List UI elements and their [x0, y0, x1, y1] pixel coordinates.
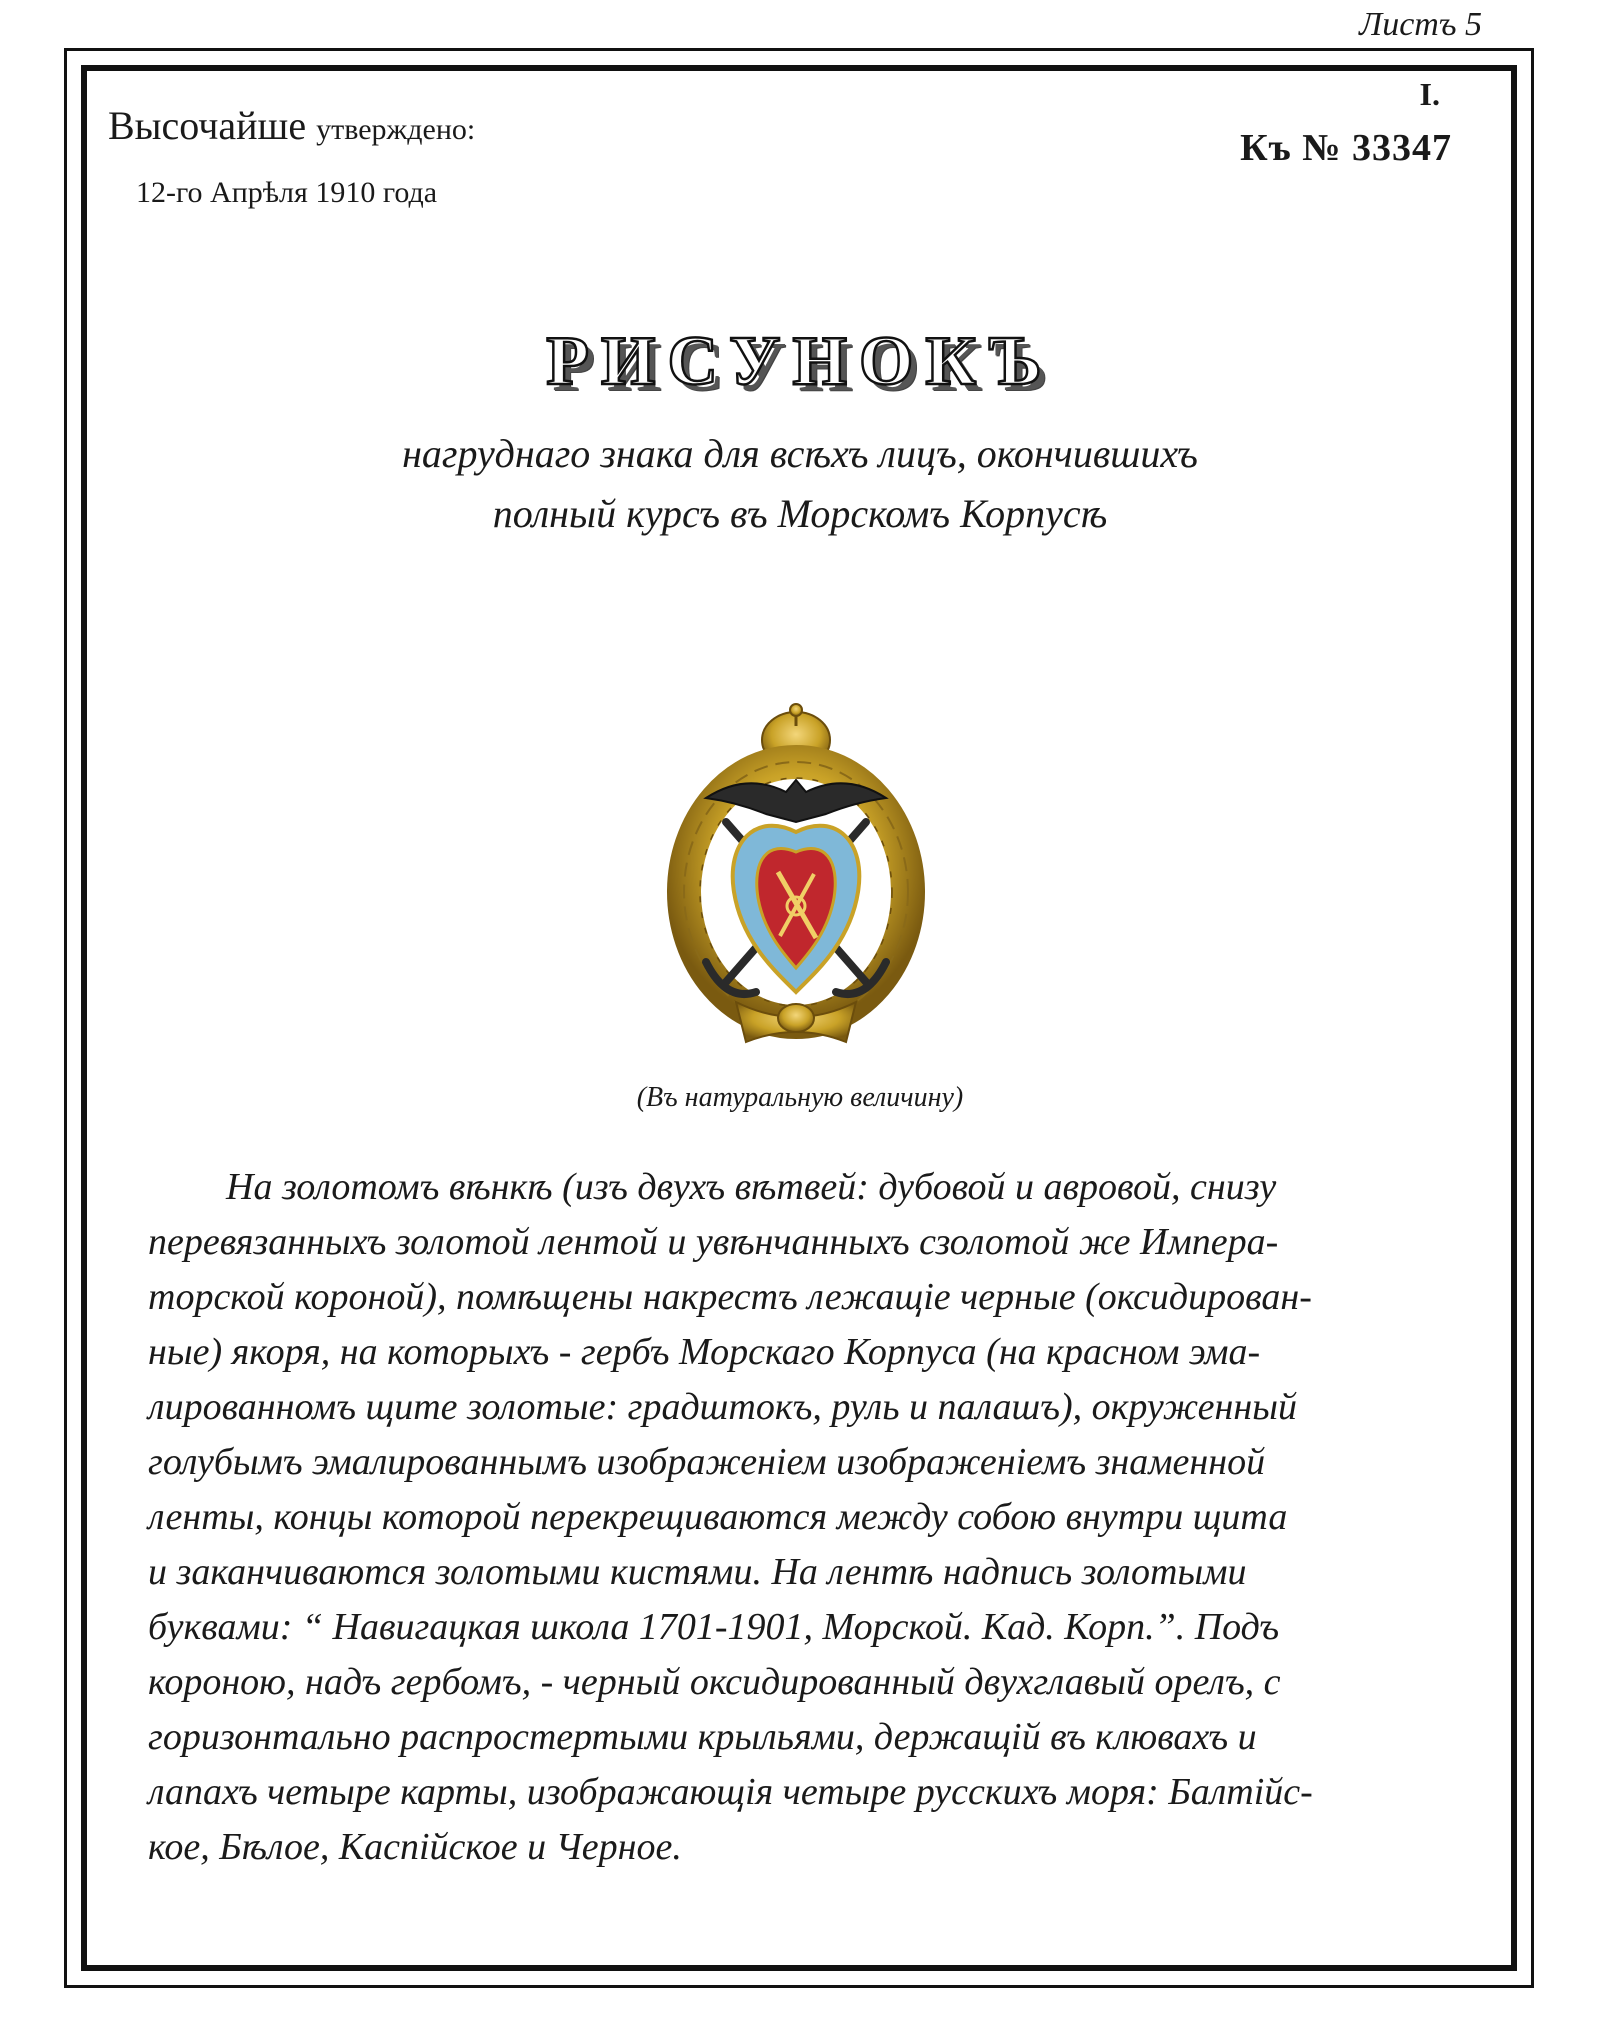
text-line: буквами: “ Навигацкая школа 1701-1901, Морской. Кад. Корп.”. Подъ: [148, 1606, 1280, 1648]
text-line: ные) якоря, на которыхъ - гербъ Морскаго Корпуса (на красном эма-: [148, 1331, 1261, 1373]
document-number: Къ № 33347: [1240, 127, 1452, 169]
subtitle: [0, 424, 1600, 544]
text-line: голубымъ эмалированнымъ изображеніем изображеніемъ знаменной: [148, 1441, 1266, 1483]
approval-line: [108, 102, 475, 149]
text-line: кое, Бѣлое, Каспійское и Черное.: [148, 1826, 682, 1868]
text-line: лированномъ щите золотые: градштокъ, руль и палашъ), окруженный: [148, 1386, 1297, 1428]
text-line: ленты, концы которой перекрещиваются между собою внутри щита: [148, 1496, 1288, 1538]
document-title: РИСУНОКЪ: [546, 323, 1054, 400]
roman-numeral: I.: [1419, 76, 1440, 112]
sheet-number: Листъ 5: [1359, 6, 1482, 43]
description-text: [148, 1160, 1448, 1875]
naval-corps-badge-icon: [666, 702, 926, 1052]
text-line: лапахъ четыре карты, изображающія четыре русскихъ моря: Балтійс-: [148, 1771, 1313, 1813]
text-line: короною, надъ гербомъ, - черный оксидированный двухглавый орелъ, с: [148, 1661, 1281, 1703]
approval-rest: утверждено:: [316, 113, 476, 146]
text-line: и заканчиваются золотыми кистями. На лентѣ надпись золотыми: [148, 1551, 1247, 1593]
subtitle-line: полный курсъ въ Морскомъ Корпусѣ: [492, 491, 1108, 536]
approval-main: Высочайше: [108, 103, 307, 148]
text-line: На золотомъ вѣнкѣ (изъ двухъ вѣтвей: дубовой и авровой, снизу: [226, 1166, 1277, 1208]
approval-date: 12-го Апрѣля 1910 года: [136, 176, 438, 209]
text-line: горизонтально распростертыми крыльями, держащій въ клювахъ и: [148, 1716, 1257, 1758]
text-line: перевязанныхъ золотой лентой и увѣнчанныхъ сзолотой же Импера-: [148, 1221, 1279, 1263]
text-line: торской короной), помѣщены накрестъ лежащіе черные (оксидирован-: [148, 1276, 1312, 1318]
subtitle-line: нагруднаго знака для всѣхъ лицъ, окончившихъ: [402, 431, 1198, 476]
eagle-icon: [706, 780, 886, 822]
caption: (Въ натуральную величину): [636, 1082, 964, 1113]
